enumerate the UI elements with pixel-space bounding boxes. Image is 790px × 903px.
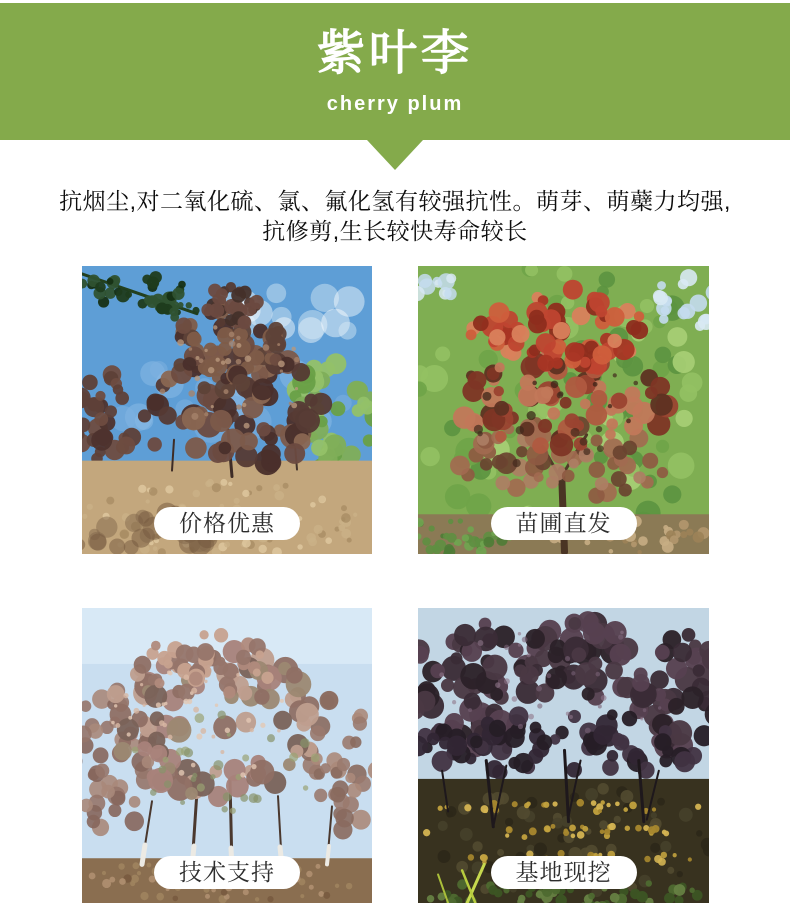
description-text [0,186,790,246]
photo-label-badge: 苗圃直发 [491,507,637,540]
photo-label-badge: 技术支持 [154,856,300,889]
photo-tech-support [82,608,372,903]
page-title: 紫叶李 [317,28,473,80]
photo-label-badge: 价格优惠 [154,507,300,540]
triangle-down-icon [367,140,423,170]
description-line-2: 抗修剪,生长较快寿命较长 [0,216,790,246]
photo-price-discount [82,266,372,554]
photo-nursery-direct [418,266,709,554]
description-line-1: 抗烟尘,对二氧化硫、氯、氟化氢有较强抗性。萌芽、萌蘗力均强, [0,186,790,216]
header-banner [0,3,790,140]
page [0,3,790,883]
photo-fresh-dug [418,608,709,903]
photo-label-badge: 基地现挖 [491,856,637,889]
page-subtitle: cherry plum [327,92,463,116]
